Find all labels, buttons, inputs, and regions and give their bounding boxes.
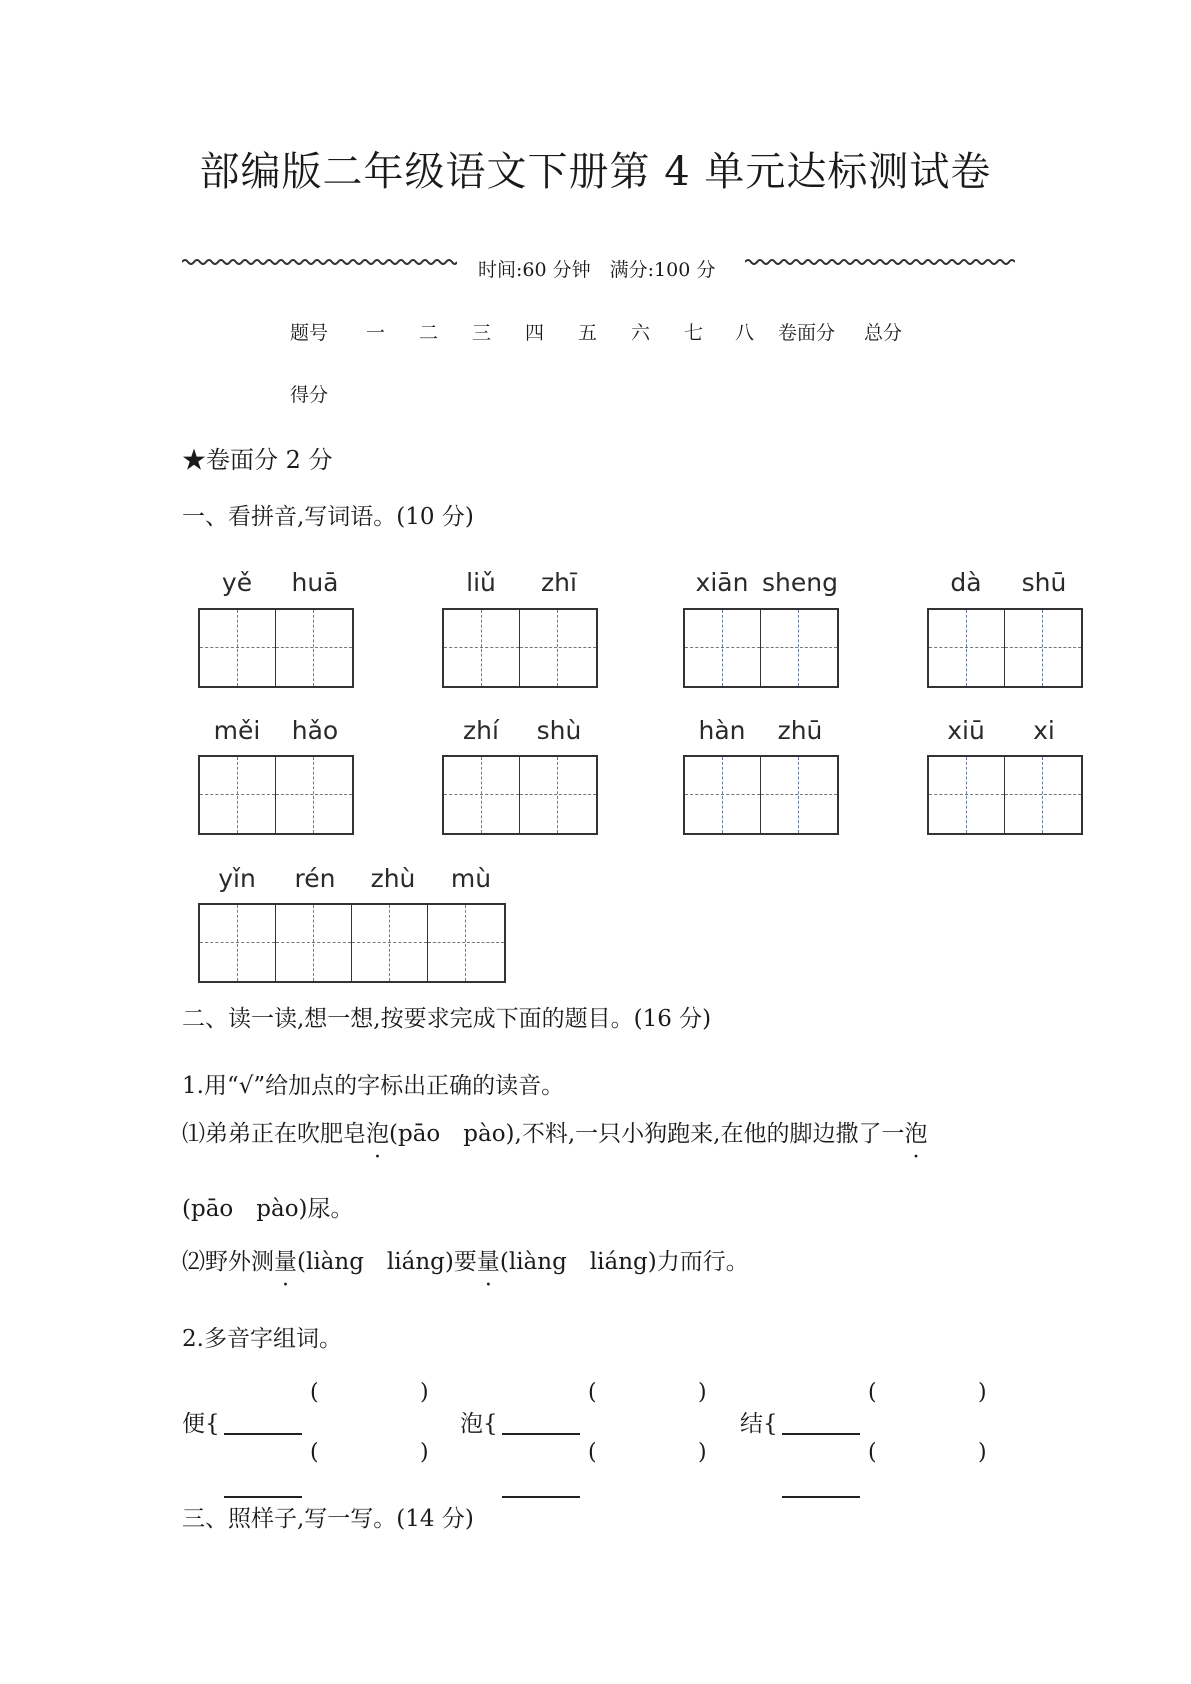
pinyin-label: rén <box>294 864 336 893</box>
score-col: 八 <box>735 322 755 344</box>
polyphone-char: 便{ <box>182 1411 220 1437</box>
pinyin-label: liǔ <box>466 568 496 597</box>
pinyin-label: shū <box>1021 568 1067 597</box>
pinyin-label: hàn <box>698 716 746 745</box>
pinyin-label: zhí <box>463 716 499 745</box>
answer-blank[interactable] <box>782 1432 860 1435</box>
pinyin-paren-open[interactable]: ( <box>868 1440 877 1465</box>
section-3-heading: 三、照样子,写一写。(14 分) <box>182 1506 474 1532</box>
writing-cell[interactable] <box>929 610 1005 686</box>
writing-cell[interactable] <box>520 757 596 833</box>
writing-grid[interactable] <box>683 755 839 835</box>
pinyin-paren-close: ) <box>978 1440 987 1465</box>
writing-cell[interactable] <box>200 757 276 833</box>
writing-cell[interactable] <box>761 757 837 833</box>
pinyin-label: yǐn <box>218 864 256 893</box>
pinyin-paren-close: ) <box>420 1440 429 1465</box>
pinyin-paren-close: ) <box>698 1380 707 1405</box>
writing-cell[interactable] <box>428 905 504 981</box>
pinyin-label: hǎo <box>291 716 339 745</box>
polyphone-char: 泡{ <box>460 1411 498 1437</box>
page-title: 部编版二年级语文下册第 4 单元达标测试卷 <box>199 149 992 195</box>
q2-prompt: 2.多音字组词。 <box>182 1326 342 1352</box>
score-col: 五 <box>578 322 598 344</box>
score-col: 四 <box>525 322 545 344</box>
pinyin-label: zhù <box>370 864 416 893</box>
score-header-label: 题号 <box>290 322 329 344</box>
answer-blank[interactable] <box>502 1495 580 1498</box>
answer-blank[interactable] <box>782 1495 860 1498</box>
pinyin-paren-open[interactable]: ( <box>868 1380 877 1405</box>
time-and-score-info: 时间:60 分钟 满分:100 分 <box>478 259 716 281</box>
writing-cell[interactable] <box>444 610 520 686</box>
pinyin-label: sheng <box>762 568 838 597</box>
pinyin-label: zhī <box>541 568 577 597</box>
q1-sentence-1-cont: (pāo pào)尿。 <box>182 1196 354 1222</box>
pinyin-label: yě <box>221 568 253 597</box>
dotted-char: 量 <box>274 1249 297 1275</box>
pinyin-label: xi <box>1033 716 1055 745</box>
pinyin-paren-close: ) <box>978 1380 987 1405</box>
writing-cell[interactable] <box>761 610 837 686</box>
score-col: 卷面分 <box>778 322 836 344</box>
answer-blank[interactable] <box>224 1432 302 1435</box>
writing-grid[interactable] <box>198 755 354 835</box>
pinyin-paren-open[interactable]: ( <box>310 1380 319 1405</box>
writing-grid[interactable] <box>442 755 598 835</box>
dotted-char: 泡 <box>366 1121 389 1147</box>
polyphone-char: 结{ <box>740 1411 778 1437</box>
q1-sentence-2: ⑵野外测量(liàng liáng)要量(liàng liáng)力而行。 <box>182 1243 749 1276</box>
writing-cell[interactable] <box>200 610 276 686</box>
score-table-header <box>290 318 940 348</box>
writing-cell[interactable] <box>276 905 352 981</box>
pinyin-paren-open[interactable]: ( <box>310 1440 319 1465</box>
right-wavy-divider <box>745 257 1015 267</box>
answer-blank[interactable] <box>502 1432 580 1435</box>
writing-grid[interactable] <box>927 755 1083 835</box>
pinyin-label: shù <box>536 716 582 745</box>
writing-cell[interactable] <box>276 610 352 686</box>
writing-grid[interactable] <box>198 608 354 688</box>
dotted-char: 泡 <box>904 1121 928 1147</box>
pinyin-label: mù <box>450 864 492 893</box>
q1-prompt: 1.用“√”给加点的字标出正确的读音。 <box>182 1073 565 1099</box>
pinyin-label: dà <box>950 568 982 597</box>
score-col: 七 <box>684 322 704 344</box>
dotted-char: 量 <box>476 1249 500 1275</box>
section-1-heading: 一、看拼音,写词语。(10 分) <box>182 504 474 530</box>
left-wavy-divider <box>182 257 457 267</box>
writing-cell[interactable] <box>276 757 352 833</box>
writing-cell[interactable] <box>352 905 428 981</box>
answer-blank[interactable] <box>224 1495 302 1498</box>
writing-cell[interactable] <box>1005 757 1081 833</box>
writing-cell[interactable] <box>200 905 276 981</box>
section-2-heading: 二、读一读,想一想,按要求完成下面的题目。(16 分) <box>182 1006 712 1032</box>
score-col: 二 <box>419 322 439 344</box>
pinyin-label: huā <box>291 568 339 597</box>
writing-cell[interactable] <box>685 757 761 833</box>
writing-grid[interactable] <box>198 903 506 983</box>
pinyin-label: xiū <box>947 716 985 745</box>
writing-cell[interactable] <box>520 610 596 686</box>
writing-grid[interactable] <box>927 608 1083 688</box>
writing-cell[interactable] <box>444 757 520 833</box>
pinyin-paren-open[interactable]: ( <box>588 1380 597 1405</box>
writing-grid[interactable] <box>683 608 839 688</box>
pinyin-paren-open[interactable]: ( <box>588 1440 597 1465</box>
pinyin-paren-close: ) <box>698 1440 707 1465</box>
score-col: 三 <box>472 322 492 344</box>
neatness-notice: ★卷面分 2 分 <box>182 446 333 474</box>
pinyin-paren-close: ) <box>420 1380 429 1405</box>
score-row-label: 得分 <box>290 384 329 406</box>
writing-cell[interactable] <box>1005 610 1081 686</box>
writing-cell[interactable] <box>929 757 1005 833</box>
score-col: 六 <box>631 322 651 344</box>
q1-sentence-1: ⑴弟弟正在吹肥皂泡(pāo pào),不料,一只小狗跑来,在他的脚边撒了一泡 <box>182 1115 927 1148</box>
writing-grid[interactable] <box>442 608 598 688</box>
writing-cell[interactable] <box>685 610 761 686</box>
score-col: 一 <box>366 322 386 344</box>
score-col: 总分 <box>864 322 903 344</box>
pinyin-label: měi <box>213 716 261 745</box>
pinyin-label: zhū <box>777 716 823 745</box>
pinyin-label: xiān <box>695 568 749 597</box>
